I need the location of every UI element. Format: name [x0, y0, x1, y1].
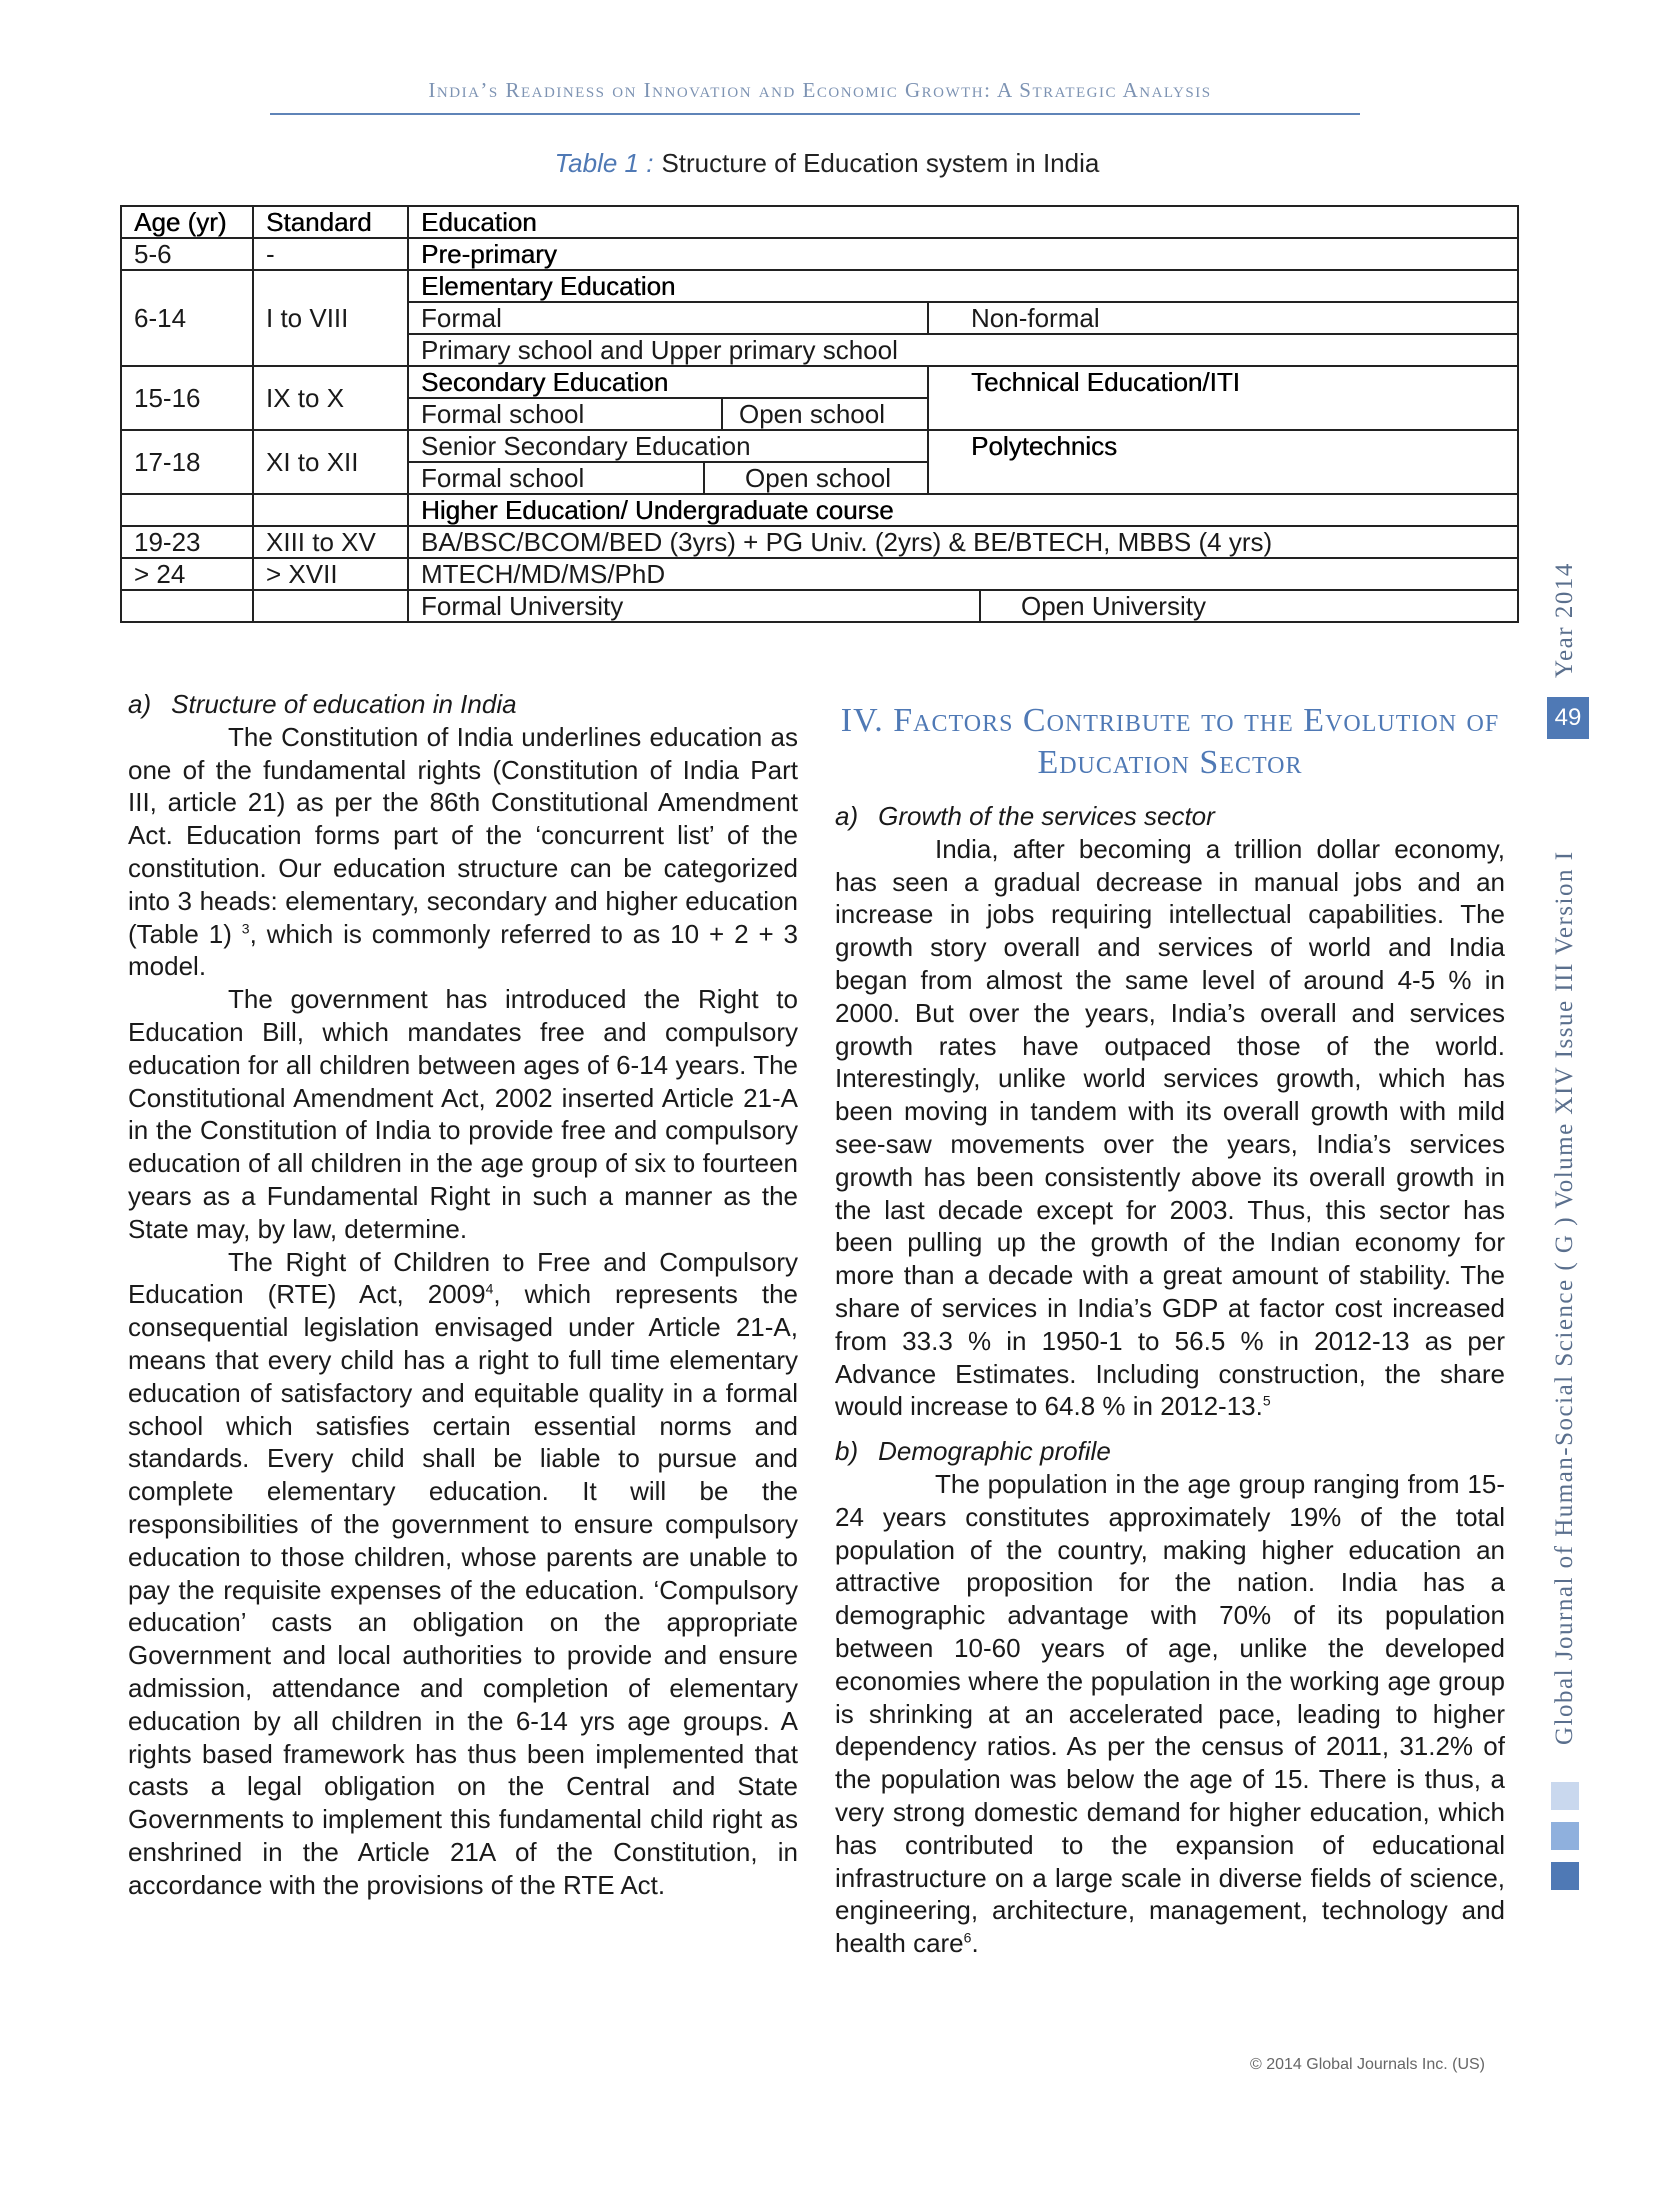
age-cell: 17-18 [121, 430, 253, 494]
standard-cell [253, 590, 408, 622]
header-education: Education [408, 206, 1518, 238]
education-cell: Formal [408, 302, 928, 334]
open-school: Open school [739, 399, 885, 429]
standard-cell: XI to XII [253, 430, 408, 494]
header-age: Age (yr) [121, 206, 253, 238]
table-row [121, 430, 1518, 462]
table-row [121, 270, 1518, 302]
education-cell: Elementary Education [408, 270, 1518, 302]
page-number-badge: 49 [1547, 697, 1589, 739]
table-caption-text: Structure of Education system in India [661, 148, 1100, 178]
age-cell: 5-6 [121, 238, 253, 270]
standard-cell: - [253, 238, 408, 270]
subsection-tag: a) [128, 689, 152, 719]
formal-school: Formal school [409, 399, 723, 429]
standard-cell: I to VIII [253, 270, 408, 366]
age-cell: 15-16 [121, 366, 253, 430]
education-cell: Non-formal [928, 302, 1518, 334]
copyright-footer: © 2014 Global Journals Inc. (US) [1250, 2056, 1486, 2073]
table-row [121, 590, 1518, 622]
education-cell: Higher Education/ Undergraduate course [408, 494, 1518, 526]
formal-university: Formal University [409, 591, 981, 621]
education-cell: Polytechnics [928, 430, 1518, 494]
section-heading: IV. Factors Contribute to the Evolution of Education Sector [840, 702, 1500, 781]
left-column [128, 688, 798, 1901]
education-cell: Senior Secondary Education [408, 430, 928, 462]
sidebar-journal-line: Global Journal of Human-Social Science ( G ) Volume XIV Issue III Version I [1551, 850, 1578, 1745]
standard-cell [253, 494, 408, 526]
right-column [835, 700, 1505, 1960]
education-cell [408, 590, 1518, 622]
paragraph: The government has introduced the Right to Education Bill, which mandates free and compulsory education for all children between ages of 6-14 years. The Constitutional Amendment Act, 2002 inserted Article 21-A in the Constitution of India to provide free and compulsory education of all children in the age group of six to fourteen years as a Fundamental Right in such a manner as the State may, by law, determine. [128, 984, 798, 1244]
age-cell: 6-14 [121, 270, 253, 366]
age-cell: 19-23 [121, 526, 253, 558]
table-row [121, 526, 1518, 558]
education-cell [408, 462, 928, 494]
age-cell: > 24 [121, 558, 253, 590]
paragraph: The Constitution of India underlines education as one of the fundamental rights (Constitution of India Part III, article 21) as per the 86th Constitutional Amendment Act. Education forms part of the ‘concurrent list’ of the constitution. Our education structure can be categorized into 3 heads: elementary, secondary and higher education (Table 1) $^3$, which is commonly referred to as 10 + 2 + 3 model. [128, 721, 799, 982]
header-rule [270, 113, 1360, 115]
subsection-heading-a [835, 800, 1505, 833]
formal-school: Formal school [409, 463, 705, 493]
table-row [121, 238, 1518, 270]
education-cell [408, 398, 928, 430]
education-cell: Technical Education/ITI [928, 366, 1518, 430]
open-school: Open school [745, 463, 891, 493]
table-row [121, 494, 1518, 526]
footnote-ref: 6 [963, 1929, 972, 1946]
decor-square [1551, 1862, 1579, 1890]
education-cell: MTECH/MD/MS/PhD [408, 558, 1518, 590]
age-cell [121, 494, 253, 526]
education-cell: Secondary Education [408, 366, 928, 398]
header-standard: Standard [253, 206, 408, 238]
education-cell: Pre-primary [408, 238, 1518, 270]
sidebar-year: Year 2014 [1551, 562, 1578, 678]
table-row [121, 366, 1518, 398]
subsection-heading-a [128, 688, 798, 721]
age-cell [121, 590, 253, 622]
paragraph: The Right of Children to Free and Compulsory Education (RTE) Act, 2009$^4$, which represents the consequential legislation envisaged under Article 21-A, means that every child has a right to full time elementary education of satisfactory and equitable quality in a formal school which satisfies certain essential norms and standards. Every child shall be liable to pursue and complete elementary education. It will be the responsibilities of the government to ensure compulsory education to those children, whose parents are unable to pay the requisite expenses of the education. ‘Compulsory education’ casts an obligation on the appropriate Government and local authorities to provide and ensure admission, attendance and completion of elementary education by all children in the 6-14 yrs age groups. A rights based framework has thus been implemented that casts a legal obligation on the Central and State Governments to implement this fundamental child right as enshrined in the Article 21A of the Constitution, in accordance with the provisions of the RTE Act. [128, 1246, 798, 1900]
education-cell: Primary school and Upper primary school [408, 334, 1518, 366]
subsection-title: Structure of education in India [171, 689, 517, 719]
subsection-tag: a) [835, 801, 859, 831]
education-structure-table [120, 205, 1519, 623]
running-header: India’s Readiness on Innovation and Economic Growth: A Strategic Analysis [428, 78, 1212, 102]
footnote-ref: 3 [241, 919, 250, 936]
subsection-heading-b [835, 1435, 1505, 1468]
paragraph: India, after becoming a trillion dollar economy, has seen a gradual decrease in manual jobs and an increase in jobs requiring intellectual capabilities. The growth story overall and services of world and India began from almost the same level of around 4-5 % in 2000. But over the years, India’s overall and services growth rates have outpaced those of the world. Interestingly, unlike world services growth, which has been moving in tandem with its overall growth with mild see-saw movements over the years, India’s services growth has been consistently above its overall growth in the last decade except for 2003. Thus, this sector has been pulling up the growth of the Indian economy for more than a decade with a great amount of stability. The share of services in India’s GDP at factor cost increased from 33.3 % in 1950-1 to 56.5 % in 2012-13 as per Advance Estimates. Including construction, the share would increase to 64.8 % in 2012-13.$^5$ [835, 833, 1505, 1422]
decor-square [1551, 1782, 1579, 1810]
paragraph: The population in the age group ranging from 15-24 years constitutes approximately 19% of the total population of the country, making higher education an attractive proposition for the nation. India has a demographic advantage with 70% of its population between 10-60 years of age, unlike the developed economies where the population in the working age group is shrinking at an accelerated pace, leading to higher dependency ratios. As per the census of 2011, 31.2% of the population was below the age of 15. There is thus, a very strong domestic demand for higher education, which has contributed to the expansion of educational infrastructure on a large scale in diverse fields of science, engineering, architecture, management, technology and health care$^6$. [835, 1468, 1505, 1959]
standard-cell: > XVII [253, 558, 408, 590]
footnote-ref: 5 [1262, 1392, 1271, 1409]
education-cell: BA/BSC/BCOM/BED (3yrs) + PG Univ. (2yrs) & BE/BTECH, MBBS (4 yrs) [408, 526, 1518, 558]
footnote-ref: 4 [485, 1280, 494, 1297]
decor-square [1551, 1822, 1579, 1850]
table-caption-label: Table 1 : [554, 148, 654, 178]
standard-cell: XIII to XV [253, 526, 408, 558]
table-row [121, 558, 1518, 590]
table-header-row [121, 206, 1518, 238]
subsection-tag: b) [835, 1436, 859, 1467]
open-university: Open University [1021, 591, 1206, 621]
table-caption [0, 148, 1654, 179]
standard-cell: IX to X [253, 366, 408, 430]
subsection-title: Demographic profile [878, 1436, 1111, 1467]
subsection-title: Growth of the services sector [878, 801, 1215, 831]
